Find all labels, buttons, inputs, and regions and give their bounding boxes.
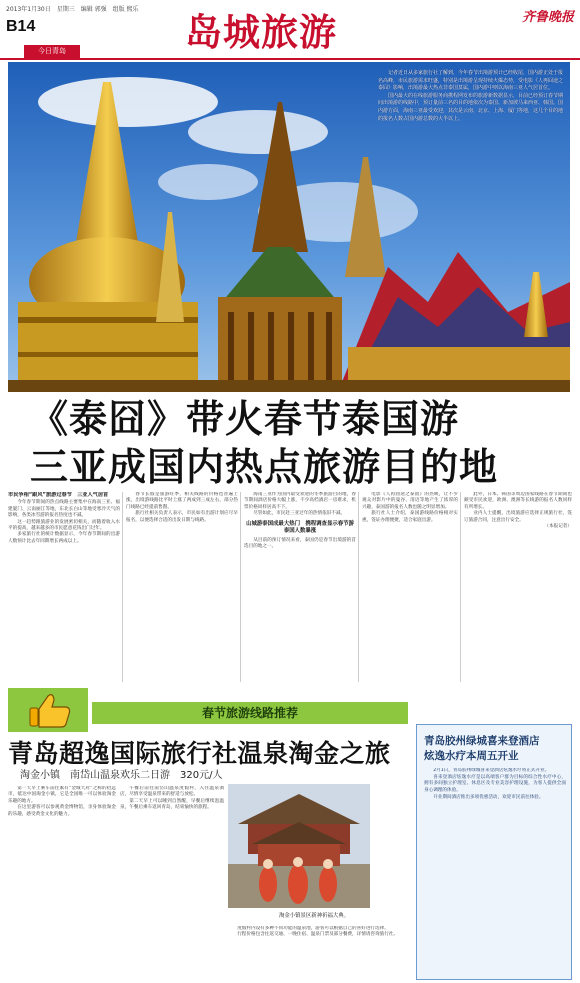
route-para: 午餐后前往南岱山温泉度假村，入住温泉酒店，尽情享受温泉带来的舒适与放松。 [120,786,224,798]
column-divider [240,492,241,682]
intro-para-1: 记者近日从多家旅行社了解到，今年春节出境游预计已经收尾，国内游正处于报名高峰，市民旅游需求旺盛，特别是出境游呈现持续火爆态势，受电影《人再囧途之泰囧》影响，出境游最大热点非泰国莫属，国内游中则以海南三亚人气居首位。 [378,70,564,92]
issue-meta: 2013年1月30日 星期三 编辑 郭强 组版 熙乐 [6,6,139,13]
hotel-para: 开业期间酒店推出多项优惠活动，欢迎市民前往体验。 [433,794,544,800]
intro-para-2: 国内最大的在线旅游服务商携程网发布的旅游新数据显示，目前已经预订春节期间出境游的线路中，预订量前三名的目的地依次为泰国、新加坡马来西亚、韩国。国内游方面，海南三亚最受欢迎，其次是云南、北京、上海、厦门等地，这几个目的地的报名人数占国内游总数的大半以上。 [378,92,564,122]
column-para: 海南三亚作为国内最受欢迎的冬季旅游目的地，春节期间酒店价格大幅上涨，不少高档酒店一房难求，机票价格同样居高不下。 [244,492,356,510]
column-divider [122,492,123,682]
column-para: 从目前的预订情况来看，泰国仍是春节出境游的首选目的地之一。 [244,537,356,550]
newspaper-brand: 齐鲁晚报 [521,10,574,25]
route-para: 在这里游客可以参观黄金博物馆，亲身体验淘金的乐趣，感受黄金文化的魅力。 [8,805,116,817]
column-para: 尽管如此，市民赴三亚过年的热情依旧不减。 [253,511,346,517]
feature-column-1 [8,492,120,684]
route-column-1 [8,786,116,976]
route-headline: 青岛超逸国际旅行社温泉淘金之旅 [8,739,391,768]
column-para: 电影《人再囧途之泰囧》的热映，让不少观众对影片中的曼谷、清迈等地产生了浓厚的兴趣，泰国游的报名人数也随之明显增加。 [362,492,458,510]
section-title: 岛城旅游 [185,10,337,54]
column-divider [460,492,461,682]
feature-intro [378,70,566,123]
route-column-3 [228,926,412,978]
column-divider [358,492,359,682]
route-recommend-bar: 春节旅游线路推荐 [92,702,408,724]
hotel-title-line-2: 炫逸水疗本周五开业 [424,750,519,762]
headline-line-1: 《泰囧》带火春节泰国游 [30,397,460,441]
headline-line-2: 三亚成国内热点旅游目的地 [30,445,499,489]
route-para: 行程价格包含往返交通、一晚住宿、温泉门票及部分餐费，详情请咨询旅行社。 [237,932,398,938]
gold-town-photo [228,784,370,908]
column-lead: 市民争相“跟风”旅游过春节 三亚人气居首 [8,492,109,498]
thumbs-up-badge [8,688,88,732]
column-para: 此外，日本、韩国等周边国家线路在春节期间也颇受市民欢迎，欧洲、澳洲等长线游的报名人数同样有所增长。 [464,492,572,510]
hotel-para: 2月1日，青岛胶州绿城喜来登酒店炫逸水疗将正式开业。 [433,768,550,773]
column-para: 旅行社相关负责人表示，市民如有出游计划应尽早报名，以便选择合适的出发日期与线路。 [126,511,238,523]
column-para: 今年春节期间的热点线路主要集中在海南三亚、福建厦门、云南丽江等地，东北长白山等地受寒冷天气的影响，各类冰雪游的报名热度也不减。 [8,500,120,519]
column-para: 旅行社人士介绍，泰国游线路价格相对实惠，签证办理便捷，适合家庭出游。 [362,511,458,523]
column-subhead: 山城游泰国成最大热门 携程调查显示春节游泰国人数暴涨 [246,520,354,534]
hotel-news-body [424,768,566,976]
page-number: B14 [6,18,36,35]
column-para: 春节长假是旅游旺季，相关线路的价格也普遍上涨，出境游线路比平时上涨了两成到三成左右，部分热门线路已经提前售罄。 [126,492,238,510]
column-para: 这一趋势跟旅游业的发展密切相关，而随着收入水平的提高，越来越多的市民愿意花钱出门过年。 [8,519,120,532]
route-para: 第一天早上乘车前往素有“金城天府”之称的招远市，抵达中国淘金小镇，它是全国唯一可以体验淘金乐趣的地方。 [8,786,116,804]
hotel-title-line-1: 青岛胶州绿城喜来登酒店 [424,735,540,747]
route-subhead: 淘金小镇 南岱山温泉欢乐二日游 320元/人 [20,770,223,781]
route-column-2 [120,786,224,976]
feature-column-5 [464,492,572,684]
header-rule [0,58,580,60]
photo-caption: 淘金小镇景区新神祈福大典。 [278,913,350,919]
section-tag: 今日青岛 [24,45,80,58]
hotel-para: 喜来登酒店炫逸水疗是以高端客户群为目标的综合性水疗中心，拥有多间独立护理室、休息区及专业美容护理设施，为客人提供全面身心调理的体验。 [424,774,566,794]
feature-column-2 [126,492,238,684]
route-para: 第二天早上可以睡到自然醒，早餐后继续泡温泉，午餐后乘车返回青岛，结束愉快的旅程。 [120,798,224,811]
column-para: 业内人士提醒，出境旅游应选择正规旅行社，签订旅游合同，注意出行安全。 [464,511,572,523]
route-para: 度假村内设有多种不同功能的温泉池，游客可以根据自己的喜好进行选择。 [237,926,389,931]
column-para: 多家旅行社的统计数据显示，今年春节期间的出游人数预计比去年同期增长两成以上。 [8,532,120,544]
byline: （本报记者） [544,524,572,530]
feature-column-4 [362,492,458,684]
feature-column-3 [244,492,356,684]
